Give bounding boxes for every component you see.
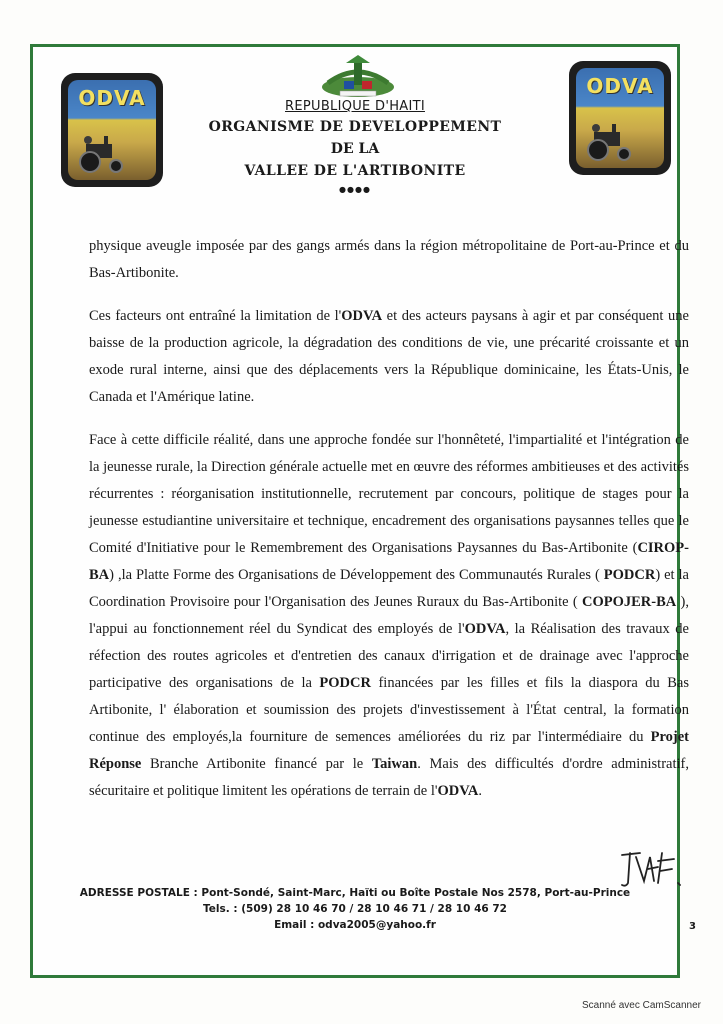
postal-address: ADRESSE POSTALE : Pont-Sondé, Saint-Marc, Haïti ou Boîte Postale Nos 2578, Port-au-Prince [79, 887, 631, 899]
paragraph-2 [89, 303, 689, 411]
bold-term: Taiwan [371, 756, 418, 772]
phone-numbers: Tels. : (509) 28 10 46 70 / 28 10 46 71 / 28 10 46 72 [203, 903, 507, 915]
logo-text-left: ODVA [78, 86, 146, 110]
signature-icon [618, 847, 692, 891]
text-run: . [478, 783, 482, 799]
paragraph-1 [89, 233, 689, 287]
text-run: ) ,la Platte Forme des Organisations de Développement des Communautés Rurales ( [109, 567, 604, 583]
organization-name-line3: VALLEE DE L'ARTIBONITE [244, 163, 466, 179]
camscanner-watermark: Scanné avec CamScanner [582, 1000, 701, 1011]
organization-name-line1: ORGANISME DE DEVELOPPEMENT [208, 119, 502, 135]
republique-title: REPUBLIQUE D'HAITI [285, 99, 425, 114]
odva-logo-right [569, 61, 671, 175]
bold-term: COPOJER-BA [582, 594, 677, 610]
bold-term: ODVA [437, 783, 479, 799]
text-run: et des acteurs paysans à agir et par conséquent une baisse de la production agricole, la dégradation des conditions de vie, une précarité croissante et un exode rural interne, ainsi que des déplacements vers la République dominicaine, les États-Unis, le Canada et l'Amérique latine. [89, 308, 689, 405]
text-run: Face à cette difficile réalité, dans une approche fondée sur l'honnêteté, l'impartialité et l'intégration de la jeunesse rurale, la Direction générale actuelle met en œuvre des réformes ambitieuses et des activités récurrentes : réorganisation institutionnelle, recrutement par concours, politique de stages pour la jeunesse estudiantine universitaire et technique, encadrement des organisations paysannes telles que le Comité d'Initiative pour le Remembrement des Organisations Paysannes du Bas-Artibonite ( [89, 432, 689, 556]
logo-text-right: ODVA [586, 74, 654, 98]
page-frame [30, 44, 696, 978]
text-run: Branche Artibonite financé par le [141, 756, 372, 772]
bold-term: PODCR [603, 567, 656, 583]
bold-term: CIROP-BA [89, 540, 689, 583]
bold-term: Projet Réponse [89, 729, 689, 772]
tractor-icon [584, 122, 640, 162]
ornament-dots: ●●●● [339, 185, 371, 194]
coat-of-arms-icon [318, 53, 398, 99]
text-run: financées par les filles et fils la diaspora du Bas Artibonite, l' élaboration et soumission des projets d'investissement à l'État central, la formation continue des employés,la fourniture de semences améliorées du riz par l'intermédiaire du [89, 675, 689, 745]
paragraph-3-text [89, 427, 689, 805]
text-run: . Mais des difficultés d'ordre administratif, sécuritaire et politique limitent les opérations de terrain de l' [89, 756, 689, 799]
page-number: 3 [689, 921, 696, 932]
paragraph-2-text [89, 303, 689, 411]
paragraph-3 [89, 427, 689, 805]
bold-term: ODVA [464, 621, 506, 637]
odva-logo-icon [576, 68, 664, 168]
text-run: ), l'appui au fonctionnement réel du Syndicat des employés de l' [89, 594, 689, 637]
bold-term: ODVA [341, 308, 383, 324]
organization-name-line2: DE LA [330, 141, 380, 157]
email-address: Email : odva2005@yahoo.fr [274, 919, 436, 931]
text-run: , la Réalisation des travaux de réfection des routes agricoles et d'entretien des canaux d'irrigation et de drainage avec l'approche participative des organisations de la [89, 621, 689, 691]
bold-term: PODCR [319, 675, 371, 691]
text-run: Ces facteurs ont entraîné la limitation de l' [89, 308, 342, 324]
text-run: ) et la Coordination Provisoire pour l'Organisation des Jeunes Ruraux du Bas-Artibonite ( [89, 567, 689, 610]
paragraph-1-text: physique aveugle imposée par des gangs armés dans la région métropolitaine de Port-au-Prince et du Bas-Artibonite. [89, 238, 689, 281]
